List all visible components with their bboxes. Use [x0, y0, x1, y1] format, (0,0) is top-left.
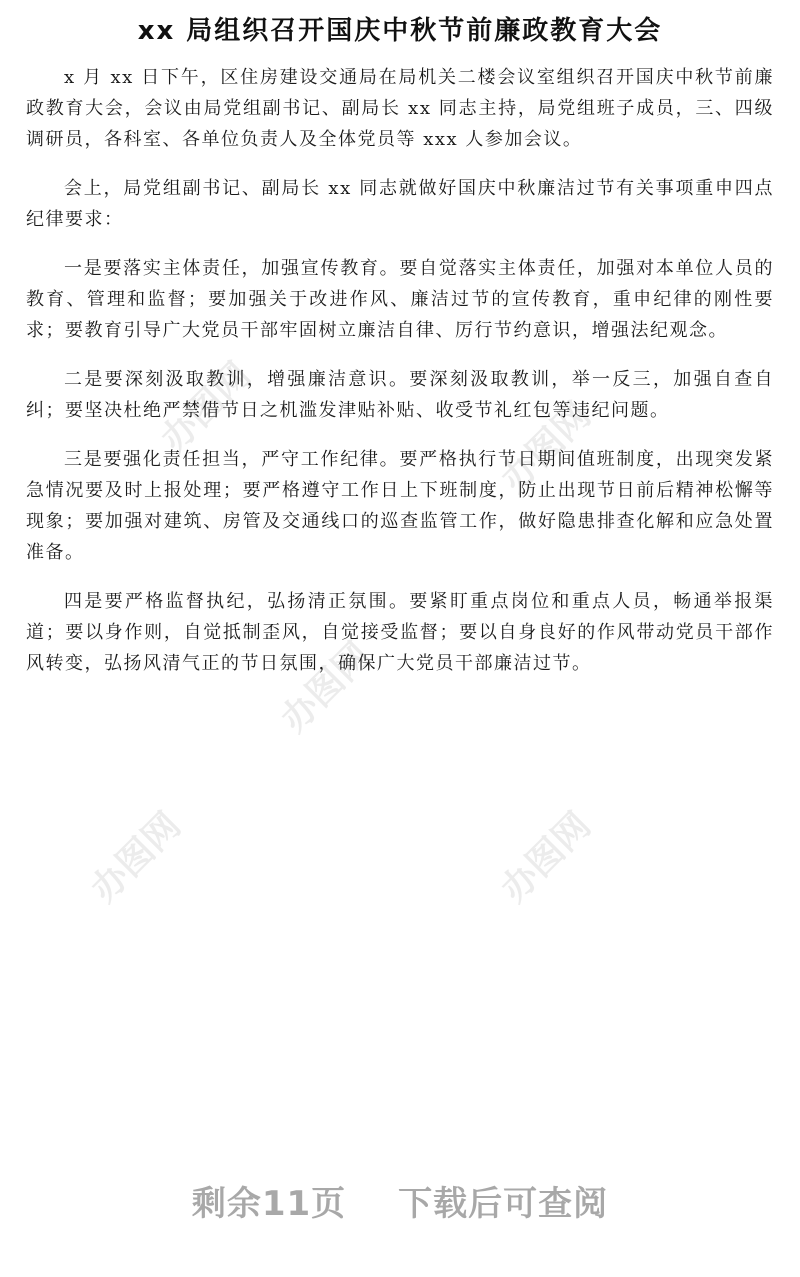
paragraph-point-4: 四是要严格监督执纪，弘扬清正氛围。要紧盯重点岗位和重点人员，畅通举报渠道；要以身作则，自觉抵制歪风，自觉接受监督；要以自身良好的作风带动党员干部作风转变，弘扬风清气正的节日氛围，确保广大党员干部廉洁过节。: [26, 591, 774, 674]
paragraph-requirements: 会上，局党组副书记、副局长 xx 同志就做好国庆中秋廉洁过节有关事项重申四点纪律要求：: [26, 178, 774, 230]
download-prompt[interactable]: [0, 1176, 800, 1225]
document-body: [26, 62, 774, 697]
paragraph-point-3: 三是要强化责任担当，严守工作纪律。要严格执行节日期间值班制度，出现突发紧急情况要及时上报处理；要严格遵守工作日上下班制度，防止出现节日前后精神松懈等现象；要加强对建筑、房管及交通线口的巡查监管工作，做好隐患排查化解和应急处置准备。: [26, 449, 774, 563]
watermark: 办图网: [493, 394, 599, 501]
watermark: 办图网: [493, 804, 599, 911]
paragraph-point-1: 一是要落实主体责任，加强宣传教育。要自觉落实主体责任，加强对本单位人员的教育、管理和监督；要加强关于改进作风、廉洁过节的宣传教育，重申纪律的刚性要求；要教育引导广大党员干部牢固树立廉洁自律、厉行节约意识，增强法纪观念。: [26, 258, 774, 341]
download-hint-label[interactable]: 下载后可查阅: [398, 1184, 609, 1224]
document-title: xx 局组织召开国庆中秋节前廉政教育大会: [137, 16, 663, 46]
watermark: 办图网: [83, 804, 189, 911]
watermark: 办图网: [153, 354, 259, 461]
paragraph-intro: x 月 xx 日下午，区住房建设交通局在局机关二楼会议室组织召开国庆中秋节前廉政教育大会，会议由局党组副书记、副局长 xx 同志主持，局党组班子成员，三、四级调研员，各科室、各单位负责人及全体党员等 xxx 人参加会议。: [26, 67, 774, 150]
watermark: 办图网: [273, 634, 379, 741]
paragraph-point-2: 二是要深刻汲取教训，增强廉洁意识。要深刻汲取教训，举一反三，加强自查自纠；要坚决杜绝严禁借节日之机滥发津贴补贴、收受节礼红包等违纪问题。: [26, 369, 774, 421]
remaining-pages-label[interactable]: 剩余11页: [191, 1184, 347, 1224]
